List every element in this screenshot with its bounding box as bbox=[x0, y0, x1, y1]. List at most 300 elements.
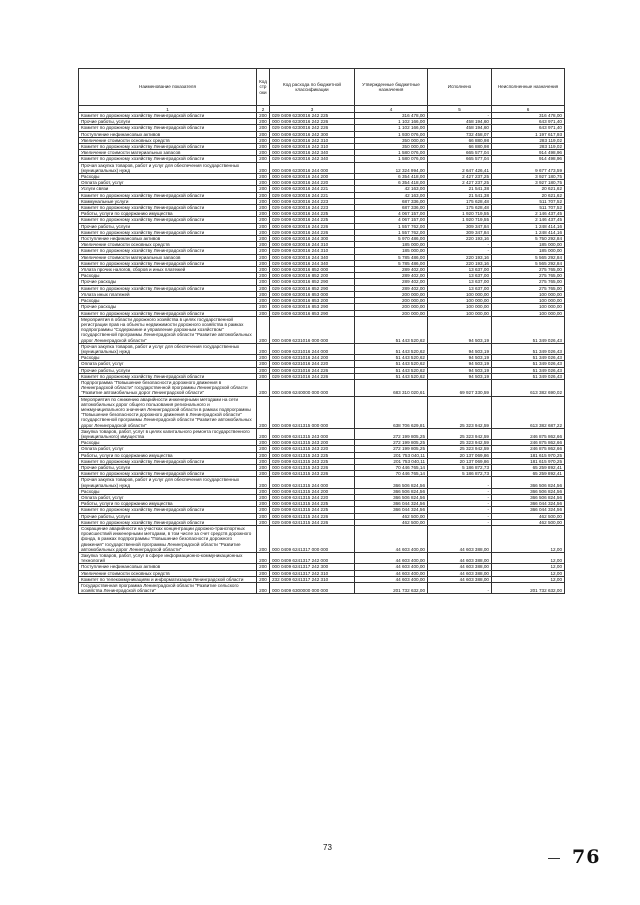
row-approved: 185 000,00 bbox=[355, 242, 428, 248]
row-unexecuted: 12,00 bbox=[492, 570, 565, 576]
row-approved: 366 044 324,56 bbox=[355, 501, 428, 507]
row-name: Оплата работ, услуг bbox=[79, 495, 257, 501]
row-approved: 200 000,00 bbox=[355, 310, 428, 316]
row-code: 200 bbox=[257, 495, 270, 501]
row-kbk: 000 0409 6230016 852 200 bbox=[270, 273, 355, 279]
row-code: 200 bbox=[257, 260, 270, 266]
row-unexecuted: 185 000,00 bbox=[492, 242, 565, 248]
row-unexecuted: 12,00 bbox=[492, 576, 565, 582]
row-executed: 100 000,00 bbox=[428, 291, 492, 297]
row-kbk: 000 0409 6300000 000 000 bbox=[270, 583, 355, 594]
row-name: Комитет по дорожному хозяйству Ленинградской области bbox=[79, 471, 257, 477]
row-code: 200 bbox=[257, 570, 270, 576]
row-code: 200 bbox=[257, 440, 270, 446]
row-unexecuted: 185 000,00 bbox=[492, 248, 565, 254]
row-approved: 366 506 824,56 bbox=[355, 488, 428, 494]
row-code: 200 bbox=[257, 137, 270, 143]
row-kbk: 000 0409 6230016 242 300 bbox=[270, 131, 355, 137]
row-kbk: 000 0409 6230016 852 000 bbox=[270, 267, 355, 273]
row-kbk: 000 0409 6230016 242 310 bbox=[270, 137, 355, 143]
table-row bbox=[79, 553, 565, 564]
row-name: Расходы bbox=[79, 488, 257, 494]
row-unexecuted: 275 765,00 bbox=[492, 267, 565, 273]
row-code: 200 bbox=[257, 150, 270, 156]
row-kbk: 029 0409 6241315 244 226 bbox=[270, 519, 355, 525]
row-unexecuted: 283 119,02 bbox=[492, 137, 565, 143]
row-approved: 462 500,00 bbox=[355, 519, 428, 525]
row-unexecuted: 51 349 026,43 bbox=[492, 316, 565, 343]
row-executed: 458 194,60 bbox=[428, 125, 492, 131]
page-number: 73 bbox=[323, 843, 332, 852]
row-name: Комитет по дорожному хозяйству Ленинградской области bbox=[79, 285, 257, 291]
row-approved: 638 706 629,81 bbox=[355, 396, 428, 428]
row-approved: 4 067 157,00 bbox=[355, 211, 428, 217]
row-executed: 44 603 388,00 bbox=[428, 570, 492, 576]
row-unexecuted: 1 248 414,16 bbox=[492, 229, 565, 235]
row-executed: 94 503,19 bbox=[428, 367, 492, 373]
row-approved: 42 163,00 bbox=[355, 192, 428, 198]
row-unexecuted: 51 349 026,43 bbox=[492, 355, 565, 361]
row-executed: 25 323 942,59 bbox=[428, 446, 492, 452]
row-approved: 185 000,00 bbox=[355, 248, 428, 254]
row-code: 200 bbox=[257, 477, 270, 488]
row-name: Прочие работы, услуги bbox=[79, 367, 257, 373]
row-kbk: 029 0409 6230016 244 221 bbox=[270, 192, 355, 198]
row-kbk: 000 0409 6241315 244 220 bbox=[270, 495, 355, 501]
row-code: 200 bbox=[257, 180, 270, 186]
row-approved: 44 603 400,00 bbox=[355, 576, 428, 582]
row-kbk: 000 0409 6241317 242 310 bbox=[270, 570, 355, 576]
row-code: 200 bbox=[257, 316, 270, 343]
row-name: Комитет по дорожному хозяйству Ленинградской области bbox=[79, 144, 257, 150]
row-executed: - bbox=[428, 477, 492, 488]
row-code: 200 bbox=[257, 119, 270, 125]
row-executed: 100 000,00 bbox=[428, 310, 492, 316]
row-approved: 289 402,00 bbox=[355, 273, 428, 279]
table-row bbox=[79, 316, 565, 343]
row-executed: - bbox=[428, 242, 492, 248]
row-code: 200 bbox=[257, 125, 270, 131]
row-kbk: 000 0409 6241317 242 000 bbox=[270, 553, 355, 564]
row-name: Оплата работ, услуг bbox=[79, 361, 257, 367]
row-executed: - bbox=[428, 248, 492, 254]
row-name: Услуги связи bbox=[79, 186, 257, 192]
row-name: Увеличение стоимости материальных запасов bbox=[79, 254, 257, 260]
row-approved: 200 000,00 bbox=[355, 291, 428, 297]
column-index: 3 bbox=[270, 106, 355, 113]
row-unexecuted: 5 565 292,84 bbox=[492, 260, 565, 266]
row-code: 200 bbox=[257, 229, 270, 235]
row-approved: 1 930 076,00 bbox=[355, 131, 428, 137]
row-kbk: 029 0409 6230016 853 290 bbox=[270, 310, 355, 316]
report-sheet bbox=[78, 68, 564, 594]
row-name: Прочая закупка товаров, работ и услуг для обеспечения государственных (муниципальных) нужд bbox=[79, 162, 257, 173]
row-unexecuted: 366 506 824,56 bbox=[492, 495, 565, 501]
row-code: 200 bbox=[257, 576, 270, 582]
row-name: Работы, услуги по содержанию имущества bbox=[79, 211, 257, 217]
row-kbk: 029 0409 6231016 244 226 bbox=[270, 373, 355, 379]
row-unexecuted: 181 615 970,25 bbox=[492, 458, 565, 464]
row-code: 200 bbox=[257, 501, 270, 507]
row-executed: 2 427 237,25 bbox=[428, 174, 492, 180]
row-executed: 94 503,19 bbox=[428, 343, 492, 354]
row-executed: 94 503,19 bbox=[428, 316, 492, 343]
row-approved: 201 732 632,00 bbox=[355, 583, 428, 594]
row-code: 200 bbox=[257, 131, 270, 137]
row-name: Увеличение стоимости материальных запасов bbox=[79, 150, 257, 156]
row-name: Расходы bbox=[79, 298, 257, 304]
row-code: 200 bbox=[257, 236, 270, 242]
row-unexecuted: 246 875 862,66 bbox=[492, 440, 565, 446]
row-code: 200 bbox=[257, 248, 270, 254]
row-approved: 6 354 418,00 bbox=[355, 174, 428, 180]
table-row bbox=[79, 583, 565, 594]
row-kbk: 000 0409 6241315 244 225 bbox=[270, 501, 355, 507]
row-unexecuted: 65 259 892,41 bbox=[492, 464, 565, 470]
row-executed: 13 637,00 bbox=[428, 267, 492, 273]
row-kbk: 000 0409 6230016 244 000 bbox=[270, 162, 355, 173]
row-code: 200 bbox=[257, 367, 270, 373]
row-executed: 220 193,16 bbox=[428, 260, 492, 266]
row-approved: 1 580 076,00 bbox=[355, 150, 428, 156]
row-code: 200 bbox=[257, 291, 270, 297]
row-name: Подпрограмма "Повышение безопасности дорожного движения в Ленинградской области" государственной программы Ленинградской области "Развитие автомобильных дорог Ленинградской области" bbox=[79, 379, 257, 396]
row-executed: 44 603 388,00 bbox=[428, 526, 492, 553]
table-body bbox=[79, 113, 565, 594]
row-executed: 2 647 426,41 bbox=[428, 162, 492, 173]
row-unexecuted: 462 500,00 bbox=[492, 519, 565, 525]
row-kbk: 000 0409 6241315 244 226 bbox=[270, 513, 355, 519]
row-unexecuted: 3 927 180,75 bbox=[492, 180, 565, 186]
row-name: Прочие работы, услуги bbox=[79, 464, 257, 470]
row-name: Комитет по дорожному хозяйству Ленинградской области bbox=[79, 205, 257, 211]
row-kbk: 029 0409 6230016 244 226 bbox=[270, 229, 355, 235]
row-executed: 665 577,04 bbox=[428, 156, 492, 162]
row-code: 200 bbox=[257, 310, 270, 316]
column-index: 1 bbox=[79, 106, 257, 113]
row-kbk: 000 0409 6230016 242 340 bbox=[270, 150, 355, 156]
header-approved: Утвержденные бюджетные назначения bbox=[355, 69, 428, 106]
row-unexecuted: 20 621,62 bbox=[492, 186, 565, 192]
row-kbk: 000 0409 6241317 242 300 bbox=[270, 564, 355, 570]
row-unexecuted: 181 615 970,25 bbox=[492, 452, 565, 458]
row-code: 200 bbox=[257, 192, 270, 198]
row-code: 200 bbox=[257, 285, 270, 291]
row-executed: 2 427 237,25 bbox=[428, 180, 492, 186]
row-executed: 175 628,48 bbox=[428, 198, 492, 204]
row-unexecuted: 246 875 862,66 bbox=[492, 428, 565, 439]
row-executed: 732 458,07 bbox=[428, 131, 492, 137]
row-approved: 272 199 805,25 bbox=[355, 446, 428, 452]
row-approved: 289 402,00 bbox=[355, 279, 428, 285]
row-name: Расходы bbox=[79, 273, 257, 279]
row-name: Комитет по дорожному хозяйству Ленинградской области bbox=[79, 192, 257, 198]
row-approved: 316 478,00 bbox=[355, 113, 428, 119]
row-unexecuted: 12,00 bbox=[492, 526, 565, 553]
row-unexecuted: 51 349 026,43 bbox=[492, 361, 565, 367]
row-kbk: 000 0409 6230016 853 200 bbox=[270, 298, 355, 304]
row-kbk: 029 0409 6241315 243 225 bbox=[270, 458, 355, 464]
row-unexecuted: 275 765,00 bbox=[492, 273, 565, 279]
row-approved: 51 443 520,62 bbox=[355, 355, 428, 361]
row-approved: 366 506 824,56 bbox=[355, 495, 428, 501]
row-executed: 220 193,16 bbox=[428, 254, 492, 260]
row-approved: 70 446 765,14 bbox=[355, 471, 428, 477]
table-row bbox=[79, 428, 565, 439]
row-code: 200 bbox=[257, 396, 270, 428]
row-kbk: 000 0409 6241315 243 200 bbox=[270, 440, 355, 446]
row-kbk: 000 0409 6241315 244 000 bbox=[270, 477, 355, 488]
row-unexecuted: 366 044 324,56 bbox=[492, 501, 565, 507]
row-name: Поступление нефинансовых активов bbox=[79, 564, 257, 570]
row-name: Увеличение стоимости основных средств bbox=[79, 137, 257, 143]
row-executed: 44 603 388,00 bbox=[428, 576, 492, 582]
row-code: 200 bbox=[257, 519, 270, 525]
row-approved: 51 443 520,62 bbox=[355, 373, 428, 379]
row-code: 200 bbox=[257, 254, 270, 260]
row-approved: 4 067 157,00 bbox=[355, 217, 428, 223]
row-approved: 687 336,00 bbox=[355, 205, 428, 211]
row-kbk: 000 0409 6231016 244 220 bbox=[270, 361, 355, 367]
row-name: Мероприятия по снижению аварийности инженерными методами на сети автомобильных дорог общего пользования регионального и межмуниципального значения Ленинградской области в рамках подпрограммы "Повышение безопасности дорожного движения в Ленинградской области" государственной программы Ленинградской области "Развитие автомобильных дорог Ленинградской области" bbox=[79, 396, 257, 428]
header-code: Код строки bbox=[257, 69, 270, 106]
row-executed: 69 927 330,59 bbox=[428, 379, 492, 396]
row-name: Расходы bbox=[79, 174, 257, 180]
row-code: 200 bbox=[257, 464, 270, 470]
row-name: Оплата работ, услуг bbox=[79, 446, 257, 452]
row-unexecuted: 316 478,00 bbox=[492, 113, 565, 119]
row-approved: 44 603 400,00 bbox=[355, 526, 428, 553]
row-kbk: 029 0409 6230016 244 223 bbox=[270, 205, 355, 211]
row-unexecuted: 2 146 437,45 bbox=[492, 217, 565, 223]
row-executed: 20 137 069,86 bbox=[428, 452, 492, 458]
row-executed: 25 323 942,59 bbox=[428, 428, 492, 439]
row-kbk: 029 0409 6230016 852 290 bbox=[270, 285, 355, 291]
table-row bbox=[79, 477, 565, 488]
row-name: Прочие работы, услуги bbox=[79, 513, 257, 519]
row-kbk: 000 0409 6230016 244 225 bbox=[270, 211, 355, 217]
row-unexecuted: 275 765,00 bbox=[492, 279, 565, 285]
row-code: 200 bbox=[257, 488, 270, 494]
row-executed: 44 603 388,00 bbox=[428, 564, 492, 570]
row-code: 200 bbox=[257, 526, 270, 553]
row-unexecuted: 9 677 473,59 bbox=[492, 162, 565, 173]
row-executed: 25 323 942,59 bbox=[428, 396, 492, 428]
row-code: 200 bbox=[257, 223, 270, 229]
row-code: 200 bbox=[257, 446, 270, 452]
row-code: 200 bbox=[257, 513, 270, 519]
row-unexecuted: 511 707,52 bbox=[492, 198, 565, 204]
row-name: Мероприятия в области дорожного хозяйства в целях государственной регистрации прав на объекты недвижимости дорожного хозяйства в рамках подпрограммы "Содержание и управление дорожным хозяйством" государственной программы Ленинградской области "Развитие автомобильных дорог Ленинградской области" bbox=[79, 316, 257, 343]
row-unexecuted: 5 565 292,84 bbox=[492, 254, 565, 260]
table-row bbox=[79, 396, 565, 428]
row-code: 200 bbox=[257, 373, 270, 379]
row-kbk: 000 0409 6241315 244 200 bbox=[270, 488, 355, 494]
row-approved: 70 446 765,14 bbox=[355, 464, 428, 470]
row-kbk: 000 0409 6230016 853 000 bbox=[270, 291, 355, 297]
row-kbk: 029 0409 6241315 243 226 bbox=[270, 471, 355, 477]
row-unexecuted: 275 765,00 bbox=[492, 285, 565, 291]
table-row bbox=[79, 379, 565, 396]
row-approved: 51 443 520,62 bbox=[355, 343, 428, 354]
row-kbk: 000 0409 6230016 244 223 bbox=[270, 198, 355, 204]
row-name: Государственная программа Ленинградской области "Развитие сельского хозяйства Ленинградской области" bbox=[79, 583, 257, 594]
row-executed: - bbox=[428, 501, 492, 507]
row-unexecuted: 366 506 824,56 bbox=[492, 477, 565, 488]
row-name: Прочая закупка товаров, работ и услуг для обеспечения государственных (муниципальных) нужд bbox=[79, 343, 257, 354]
row-unexecuted: 643 971,40 bbox=[492, 125, 565, 131]
row-approved: 51 443 520,62 bbox=[355, 361, 428, 367]
row-name: Комитет по телекоммуникациям и информатизации Ленинградской области bbox=[79, 576, 257, 582]
margin-dash bbox=[548, 858, 560, 859]
row-kbk: 000 0409 6231016 244 000 bbox=[270, 343, 355, 354]
row-name: Закупка товаров, работ, услуг в сфере информационно-коммуникационных технологий bbox=[79, 553, 257, 564]
row-name: Комитет по дорожному хозяйству Ленинградской области bbox=[79, 519, 257, 525]
row-code: 200 bbox=[257, 242, 270, 248]
row-unexecuted: 643 971,40 bbox=[492, 119, 565, 125]
header-unexecuted: Неисполненные назначения bbox=[492, 69, 565, 106]
row-approved: 350 000,00 bbox=[355, 144, 428, 150]
row-code: 200 bbox=[257, 279, 270, 285]
row-approved: 12 324 994,00 bbox=[355, 162, 428, 173]
row-executed: 21 541,38 bbox=[428, 186, 492, 192]
row-unexecuted: 51 349 026,43 bbox=[492, 367, 565, 373]
row-kbk: 000 0409 6230016 244 221 bbox=[270, 186, 355, 192]
row-executed: 94 503,19 bbox=[428, 355, 492, 361]
row-code: 200 bbox=[257, 156, 270, 162]
row-approved: 1 557 762,00 bbox=[355, 229, 428, 235]
row-unexecuted: 511 707,52 bbox=[492, 205, 565, 211]
row-code: 200 bbox=[257, 471, 270, 477]
row-unexecuted: 366 044 324,56 bbox=[492, 507, 565, 513]
row-approved: 51 443 520,62 bbox=[355, 316, 428, 343]
row-unexecuted: 12,00 bbox=[492, 564, 565, 570]
row-code: 200 bbox=[257, 162, 270, 173]
row-executed: - bbox=[428, 495, 492, 501]
row-unexecuted: 2 146 437,45 bbox=[492, 211, 565, 217]
row-name: Прочие работы, услуги bbox=[79, 119, 257, 125]
row-unexecuted: 613 382 690,02 bbox=[492, 379, 565, 396]
row-code: 200 bbox=[257, 583, 270, 594]
row-approved: 1 102 166,00 bbox=[355, 119, 428, 125]
row-name: Увеличение стоимости основных средств bbox=[79, 242, 257, 248]
row-unexecuted: 100 000,00 bbox=[492, 291, 565, 297]
column-index: 6 bbox=[492, 106, 565, 113]
row-executed: 94 503,19 bbox=[428, 361, 492, 367]
row-approved: 366 506 824,56 bbox=[355, 477, 428, 488]
row-kbk: 000 0409 6230016 244 340 bbox=[270, 254, 355, 260]
row-name: Расходы bbox=[79, 440, 257, 446]
row-executed: 13 637,00 bbox=[428, 285, 492, 291]
row-code: 200 bbox=[257, 553, 270, 564]
row-code: 200 bbox=[257, 211, 270, 217]
row-kbk: 000 0409 6230016 852 290 bbox=[270, 279, 355, 285]
row-executed: 13 637,00 bbox=[428, 273, 492, 279]
row-name: Увеличение стоимости основных средств bbox=[79, 570, 257, 576]
row-executed: 21 541,38 bbox=[428, 192, 492, 198]
header-name: Наименование показателя bbox=[79, 69, 257, 106]
row-name: Комитет по дорожному хозяйству Ленинградской области bbox=[79, 248, 257, 254]
row-code: 200 bbox=[257, 186, 270, 192]
row-name: Комитет по дорожному хозяйству Ленинградской области bbox=[79, 217, 257, 223]
row-name: Комитет по дорожному хозяйству Ленинградской области bbox=[79, 125, 257, 131]
row-kbk: 000 0409 6230016 244 226 bbox=[270, 223, 355, 229]
row-name: Комитет по дорожному хозяйству Ленинградской области bbox=[79, 507, 257, 513]
row-kbk: 000 0409 6231016 244 226 bbox=[270, 367, 355, 373]
row-executed: 25 323 942,59 bbox=[428, 440, 492, 446]
table-row bbox=[79, 162, 565, 173]
header-executed: Исполнено bbox=[428, 69, 492, 106]
row-approved: 44 603 400,00 bbox=[355, 553, 428, 564]
row-kbk: 000 0409 6230016 853 290 bbox=[270, 304, 355, 310]
row-kbk: 000 0409 6230016 244 310 bbox=[270, 242, 355, 248]
row-unexecuted: 51 349 026,43 bbox=[492, 373, 565, 379]
row-kbk: 000 0409 6230016 244 300 bbox=[270, 236, 355, 242]
row-code: 200 bbox=[257, 428, 270, 439]
row-executed: 5 186 872,73 bbox=[428, 464, 492, 470]
row-kbk: 029 0409 6230016 242 226 bbox=[270, 125, 355, 131]
row-approved: 201 753 040,11 bbox=[355, 458, 428, 464]
row-approved: 683 310 020,61 bbox=[355, 379, 428, 396]
row-kbk: 000 0409 6231016 244 200 bbox=[270, 355, 355, 361]
budget-execution-table bbox=[78, 68, 565, 594]
row-kbk: 000 0409 6241317 000 000 bbox=[270, 526, 355, 553]
handwritten-sheet-number: 76 bbox=[572, 846, 601, 868]
row-executed: 94 503,19 bbox=[428, 373, 492, 379]
row-code: 200 bbox=[257, 298, 270, 304]
row-unexecuted: 20 621,62 bbox=[492, 192, 565, 198]
row-unexecuted: 12,00 bbox=[492, 553, 565, 564]
row-kbk: 000 0409 6231016 000 000 bbox=[270, 316, 355, 343]
row-unexecuted: 201 732 632,00 bbox=[492, 583, 565, 594]
row-kbk: 029 0409 6230016 242 310 bbox=[270, 144, 355, 150]
row-kbk: 000 0409 6240000 000 000 bbox=[270, 379, 355, 396]
row-approved: 272 199 805,25 bbox=[355, 428, 428, 439]
row-unexecuted: 462 500,00 bbox=[492, 513, 565, 519]
row-executed: - bbox=[428, 513, 492, 519]
row-name: Сокращение аварийности на участках концентрации дорожно-транспортных происшествий инженерными методами, в том числе за счет средств дорожного фонда, в рамках подпрограммы "Повышение безопасности дорожного движения" государственной программы Ленинградской области "Развитие автомобильных дорог Ленинградской области" bbox=[79, 526, 257, 553]
row-executed: 1 920 719,55 bbox=[428, 217, 492, 223]
row-unexecuted: 100 000,00 bbox=[492, 310, 565, 316]
row-code: 200 bbox=[257, 217, 270, 223]
row-approved: 687 336,00 bbox=[355, 198, 428, 204]
row-code: 200 bbox=[257, 507, 270, 513]
row-name: Работы, услуги по содержанию имущества bbox=[79, 501, 257, 507]
row-approved: 51 443 520,62 bbox=[355, 367, 428, 373]
row-unexecuted: 283 119,02 bbox=[492, 144, 565, 150]
row-executed: 220 193,16 bbox=[428, 236, 492, 242]
row-code: 200 bbox=[257, 113, 270, 119]
row-kbk: 029 0409 6241315 244 225 bbox=[270, 507, 355, 513]
row-kbk: 000 0409 6230016 244 220 bbox=[270, 180, 355, 186]
row-code: 200 bbox=[257, 343, 270, 354]
row-kbk: 232 0409 6241317 242 310 bbox=[270, 576, 355, 582]
row-unexecuted: 246 875 862,66 bbox=[492, 446, 565, 452]
row-name: Комитет по дорожному хозяйству Ленинградской области bbox=[79, 156, 257, 162]
row-name: Комитет по дорожному хозяйству Ленинградской области bbox=[79, 373, 257, 379]
row-name: Коммунальные услуги bbox=[79, 198, 257, 204]
column-index: 5 bbox=[428, 106, 492, 113]
row-approved: 5 785 486,00 bbox=[355, 254, 428, 260]
row-executed: 5 186 872,73 bbox=[428, 471, 492, 477]
row-kbk: 029 0409 6230016 244 225 bbox=[270, 217, 355, 223]
row-name: Расходы bbox=[79, 355, 257, 361]
header-kbk: Код расхода по бюджетной классификации bbox=[270, 69, 355, 106]
row-code: 200 bbox=[257, 458, 270, 464]
row-executed: 66 880,98 bbox=[428, 144, 492, 150]
row-name: Уплата иных платежей bbox=[79, 291, 257, 297]
row-approved: 289 402,00 bbox=[355, 267, 428, 273]
